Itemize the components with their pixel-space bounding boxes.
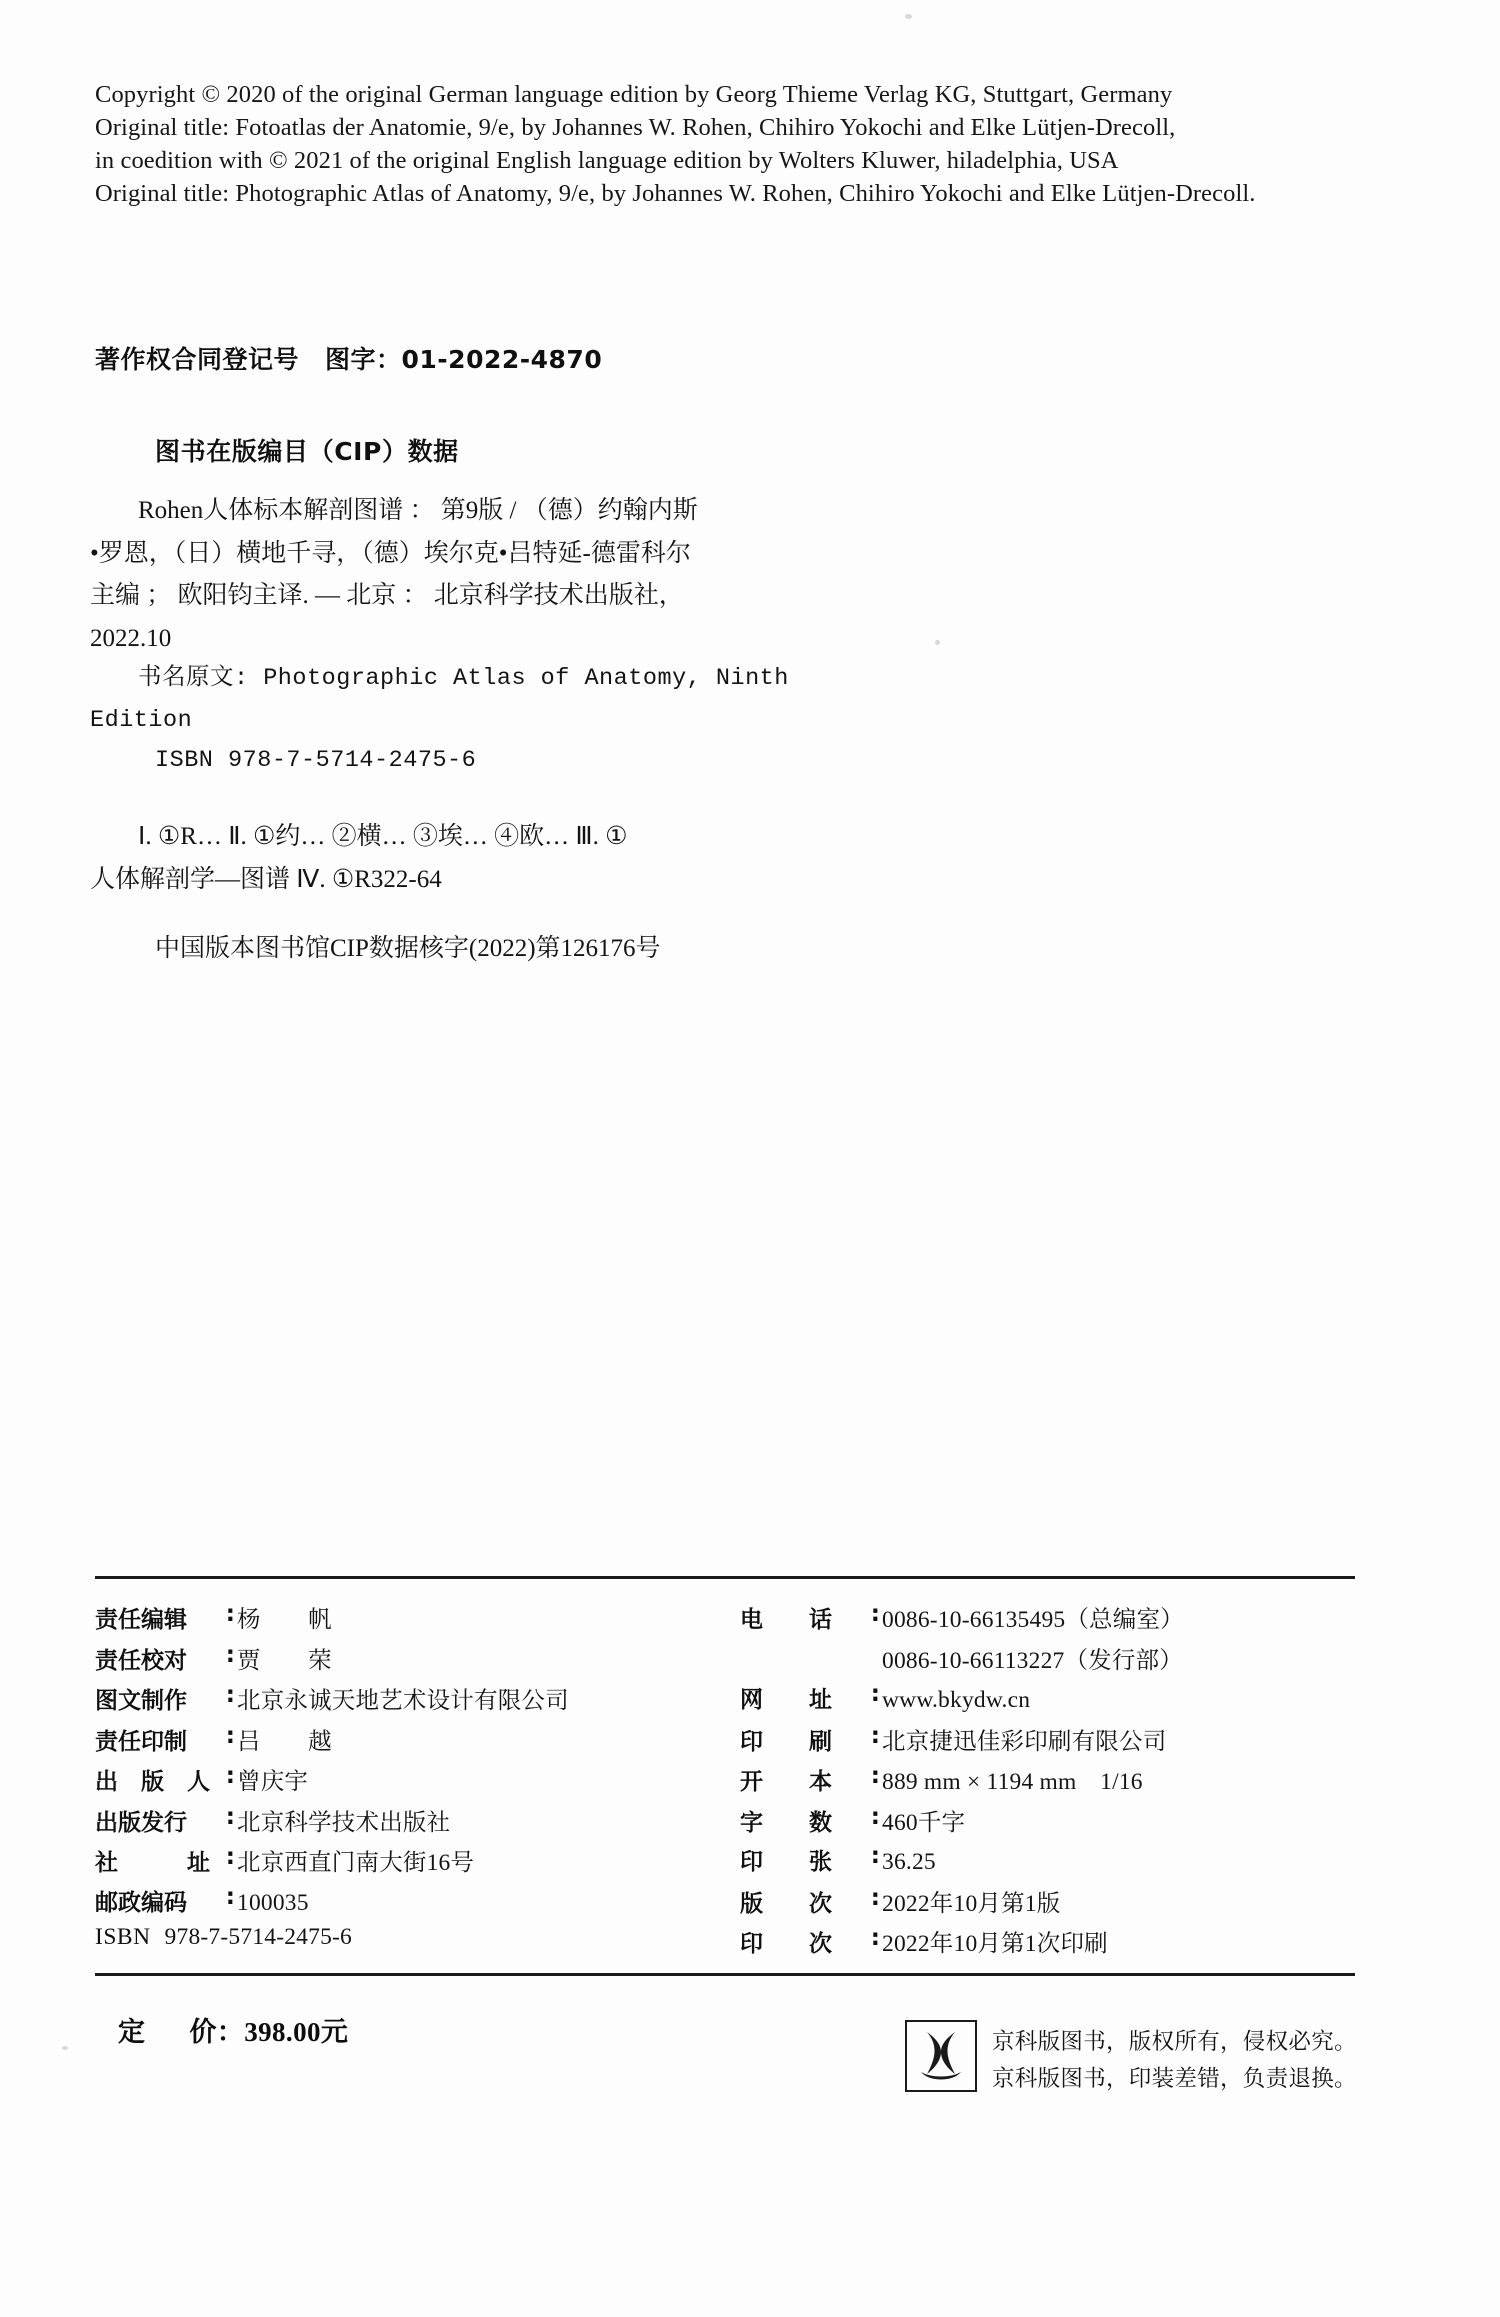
detail-row bbox=[740, 1681, 1360, 1722]
detail-row bbox=[740, 1722, 1360, 1763]
detail-label: 出 版 人 : bbox=[95, 1763, 235, 1795]
cip-body bbox=[90, 490, 850, 660]
detail-label: 责任校对 : bbox=[95, 1641, 235, 1674]
detail-row-isbn bbox=[95, 1924, 695, 1965]
detail-row bbox=[95, 1641, 695, 1682]
detail-row bbox=[95, 1762, 695, 1803]
detail-value: 杨 帆 bbox=[237, 1607, 332, 1633]
detail-row bbox=[95, 1722, 695, 1763]
detail-label: 版 次 : bbox=[740, 1884, 880, 1917]
cip-original-line: Edition bbox=[90, 707, 193, 734]
cip-body-line bbox=[90, 490, 850, 533]
copyright-notice bbox=[95, 78, 1275, 210]
details-right-column bbox=[740, 1600, 1360, 1965]
detail-value: 100035 bbox=[237, 1889, 309, 1916]
detail-label: 责任印制 : bbox=[95, 1722, 235, 1755]
scan-speck bbox=[62, 2046, 68, 2050]
cip-isbn: ISBN 978-7-5714-2475-6 bbox=[155, 747, 477, 774]
detail-value: 36.25 bbox=[882, 1849, 936, 1875]
publication-details bbox=[95, 1600, 1360, 1965]
detail-label: 印 次 : bbox=[740, 1925, 880, 1957]
detail-row bbox=[95, 1884, 695, 1925]
detail-label: ISBN bbox=[95, 1924, 151, 1950]
detail-row bbox=[740, 1843, 1360, 1884]
cip-body-text: Rohen人体标本解剖图谱 ： 第9版 / （德）约翰内斯 bbox=[138, 497, 698, 524]
copyright-line: Original title: Photographic Atlas of Anatomy, 9/e, by Johannes W. Rohen, Chihiro Yokochi and Elke Lütjen-Drecoll. bbox=[95, 180, 1256, 207]
scan-speck bbox=[935, 640, 940, 645]
detail-value: 北京西直门南大街16号 bbox=[237, 1850, 475, 1876]
detail-row bbox=[740, 1924, 1360, 1965]
cip-original-line bbox=[90, 658, 890, 700]
price-value: 398.00元 bbox=[244, 2017, 349, 2047]
detail-row bbox=[95, 1843, 695, 1884]
detail-label: 邮政编码 : bbox=[95, 1883, 235, 1916]
detail-value: 2022年10月第1次印刷 bbox=[882, 1931, 1108, 1957]
detail-value: 曾庆宇 bbox=[237, 1769, 309, 1795]
detail-row bbox=[95, 1803, 695, 1844]
detail-row-continuation bbox=[740, 1641, 1360, 1682]
detail-value: 0086-10-66113227（发行部） bbox=[882, 1647, 1183, 1674]
detail-label: 图文制作 : bbox=[95, 1682, 235, 1714]
detail-value: 北京科学技术出版社 bbox=[237, 1809, 451, 1836]
detail-label: 印 刷 : bbox=[740, 1722, 880, 1755]
divider-bottom bbox=[95, 1973, 1355, 1976]
price-label-ding: 定 bbox=[118, 2017, 146, 2048]
cip-original-text: 书名原文: Photographic Atlas of Anatomy, Ninth bbox=[138, 665, 789, 692]
detail-label: 社 址 : bbox=[95, 1844, 235, 1876]
copyright-line: Copyright © 2020 of the original German language edition by Georg Thieme Verlag KG, Stuttgart, Germany bbox=[95, 81, 1173, 108]
detail-label: 网 址 : bbox=[740, 1681, 880, 1713]
detail-row bbox=[740, 1762, 1360, 1803]
detail-label: 责任编辑 : bbox=[95, 1601, 235, 1633]
detail-label: 字 数 : bbox=[740, 1803, 880, 1836]
detail-value: 2022年10月第1版 bbox=[882, 1890, 1061, 1917]
detail-row bbox=[740, 1884, 1360, 1925]
detail-value: 吕 越 bbox=[237, 1728, 332, 1755]
cip-check-number: 中国版本图书馆CIP数据核字(2022)第126176号 bbox=[155, 935, 661, 962]
copyright-line: Original title: Fotoatlas der Anatomie, 9/e, by Johannes W. Rohen, Chihiro Yokochi and Elke Lütjen-Drecoll, bbox=[95, 114, 1176, 141]
footer-note: 京科版图书，版权所有，侵权必究。 bbox=[992, 2029, 1357, 2055]
detail-value: 北京永诚天地艺术设计有限公司 bbox=[237, 1688, 569, 1714]
jingke-publishing-logo-icon bbox=[905, 2020, 977, 2092]
cip-body-line: 主编 ； 欧阳钧主译. — 北京 ： 北京科学技术出版社， bbox=[90, 582, 684, 609]
detail-label: 印 张 : bbox=[740, 1843, 880, 1875]
detail-value: 贾 荣 bbox=[237, 1647, 332, 1674]
scan-speck bbox=[905, 14, 912, 19]
registration-label: 著作权合同登记号 bbox=[95, 345, 300, 374]
cip-classification bbox=[90, 815, 890, 901]
cip-body-line: 2022.10 bbox=[90, 624, 172, 652]
detail-row bbox=[95, 1681, 695, 1722]
price-label-jia: 价： bbox=[189, 2017, 245, 2048]
copyright-line: in coedition with © 2021 of the original English language edition by Wolters Kluwer, hiladelphia, USA bbox=[95, 147, 1119, 174]
copyright-registration bbox=[95, 340, 602, 376]
price-row bbox=[118, 2010, 348, 2049]
detail-value: www.bkydw.cn bbox=[882, 1687, 1031, 1713]
detail-value: 978-7-5714-2475-6 bbox=[164, 1924, 352, 1950]
registration-value: 图字：01-2022-4870 bbox=[325, 345, 603, 374]
detail-value: 0086-10-66135495（总编室） bbox=[882, 1607, 1184, 1633]
cip-classification-line: 人体解剖学—图谱 Ⅳ. ①R322-64 bbox=[90, 866, 442, 893]
cip-body-line: •罗恩，（日）横地千寻，（德）埃尔克•吕特延-德雷科尔 bbox=[90, 539, 691, 567]
detail-row bbox=[740, 1600, 1360, 1641]
cip-original-title bbox=[90, 658, 890, 742]
divider-top bbox=[95, 1576, 1355, 1579]
cip-classification-line bbox=[90, 815, 890, 858]
detail-value: 460千字 bbox=[882, 1809, 966, 1836]
detail-label: 开 本 : bbox=[740, 1763, 880, 1795]
detail-row bbox=[740, 1803, 1360, 1844]
detail-value: 北京捷迅佳彩印刷有限公司 bbox=[882, 1728, 1167, 1755]
footer-note: 京科版图书，印装差错，负责退换。 bbox=[992, 2066, 1357, 2092]
details-left-column bbox=[95, 1600, 695, 1965]
detail-label: 出版发行 : bbox=[95, 1803, 235, 1836]
detail-value: 889 mm × 1194 mm 1/16 bbox=[882, 1769, 1143, 1795]
footer-notices bbox=[992, 2024, 1357, 2098]
detail-row bbox=[95, 1600, 695, 1641]
cip-heading: 图书在版编目（CIP）数据 bbox=[155, 437, 459, 466]
detail-label: 电 话 : bbox=[740, 1601, 880, 1633]
cip-classification-text: Ⅰ. ①R… Ⅱ. ①约… ②横… ③埃… ④欧… Ⅲ. ① bbox=[138, 823, 628, 850]
